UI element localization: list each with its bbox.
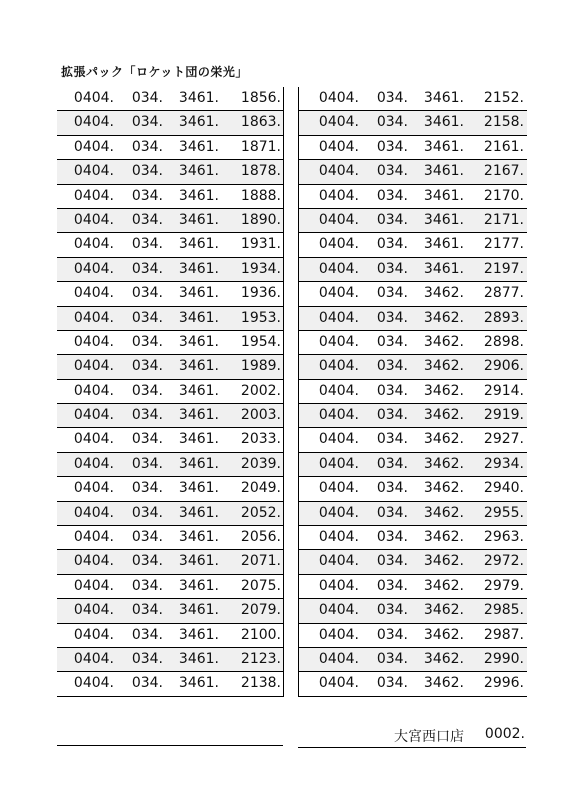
page-title: 拡張パック「ロケット団の栄光」 [61,65,248,79]
table-row [57,550,283,574]
number-cell: 0404. [73,431,114,448]
number-cell: 0404. [318,650,359,667]
table-row [299,428,527,452]
number-cell: 034. [131,626,163,643]
table-row [299,526,527,550]
number-cell: 3461. [178,236,219,253]
number-cell: 034. [131,358,163,375]
number-cell: 3461. [178,504,219,521]
number-cell: 0404. [73,285,114,302]
number-cell: 3462. [423,602,464,619]
number-cell: 2039. [240,455,281,472]
number-cell: 3462. [423,431,464,448]
number-cell: 3461. [423,114,464,131]
number-cell: 1890. [240,211,281,228]
number-cell: 0404. [318,577,359,594]
table-row [57,160,283,184]
number-cell: 3461. [178,650,219,667]
number-cell: 3462. [423,650,464,667]
number-cell: 2893. [483,309,524,326]
number-cell: 2934. [483,455,524,472]
number-cell: 2985. [483,602,524,619]
number-cell: 2079. [240,602,281,619]
table-row [57,575,283,599]
table-row [299,624,527,648]
number-cell: 0404. [318,138,359,155]
table-row [299,672,527,696]
number-cell: 034. [131,260,163,277]
number-cell: 034. [131,333,163,350]
number-cell: 3462. [423,333,464,350]
number-cell: 2927. [483,431,524,448]
number-cell: 034. [131,431,163,448]
number-cell: 3461. [178,626,219,643]
number-cell: 034. [131,114,163,131]
number-cell: 0404. [73,187,114,204]
number-cell: 034. [376,504,408,521]
number-cell: 034. [376,382,408,399]
number-cell: 034. [131,602,163,619]
table-row [299,160,527,184]
number-cell: 3461. [178,138,219,155]
table-row [57,428,283,452]
table-row [299,477,527,501]
number-cell: 3461. [178,163,219,180]
table-row [299,575,527,599]
number-cell: 0404. [318,504,359,521]
number-cell: 3461. [178,90,219,106]
table-row [299,331,527,355]
number-cell: 3461. [423,187,464,204]
number-cell: 1934. [240,260,281,277]
number-cell: 2052. [240,504,281,521]
number-cell: 034. [131,236,163,253]
number-cell: 0404. [73,114,114,131]
number-cell: 2990. [483,650,524,667]
number-cell: 034. [376,333,408,350]
number-cell: 3461. [178,382,219,399]
number-cell: 034. [131,577,163,594]
number-cell: 3461. [178,114,219,131]
number-cell: 0404. [73,553,114,570]
number-cell: 034. [131,455,163,472]
number-cell: 0404. [73,626,114,643]
number-cell: 0404. [73,675,114,692]
table-row [299,380,527,404]
table-row [57,233,283,257]
number-cell: 2972. [483,553,524,570]
number-cell: 2049. [240,480,281,497]
number-cell: 0404. [318,675,359,692]
table-row [57,355,283,379]
number-cell: 034. [131,504,163,521]
table-row [299,550,527,574]
number-cell: 034. [131,650,163,667]
number-cell: 2123. [240,650,281,667]
number-cell: 2167. [483,163,524,180]
table-row [299,404,527,428]
number-cell: 034. [131,675,163,692]
number-cell: 034. [376,407,408,424]
number-cell: 3461. [423,211,464,228]
number-cell: 3461. [178,480,219,497]
number-cell: 034. [131,529,163,546]
table-row [57,380,283,404]
number-cell: 034. [376,626,408,643]
number-cell: 0404. [318,455,359,472]
number-cell: 034. [376,480,408,497]
number-cell: 2158. [483,114,524,131]
number-cell: 0404. [73,90,114,106]
number-cell: 1953. [240,309,281,326]
number-cell: 3462. [423,285,464,302]
number-cell: 034. [376,650,408,667]
number-cell: 034. [376,285,408,302]
table-row [57,258,283,282]
number-cell: 3461. [178,553,219,570]
number-cell: 0404. [73,504,114,521]
number-cell: 034. [376,455,408,472]
number-cell: 0404. [318,114,359,131]
number-cell: 2987. [483,626,524,643]
number-cell: 034. [376,529,408,546]
number-cell: 2919. [483,407,524,424]
number-cell: 2914. [483,382,524,399]
number-cell: 2940. [483,480,524,497]
number-cell: 3461. [178,187,219,204]
store-code: 0002. [484,726,525,742]
number-cell: 034. [376,163,408,180]
number-cell: 034. [131,138,163,155]
number-cell: 034. [376,211,408,228]
number-cell: 3462. [423,675,464,692]
table-row [299,136,527,160]
number-cell: 034. [131,211,163,228]
number-cell: 3461. [178,211,219,228]
number-cell: 0404. [318,382,359,399]
number-cell: 2963. [483,529,524,546]
number-cell: 034. [376,90,408,106]
table-row [57,209,283,233]
number-cell: 1863. [240,114,281,131]
table-row [299,355,527,379]
number-cell: 2152. [483,90,524,106]
table-row [299,453,527,477]
table-row [57,282,283,306]
number-cell: 0404. [318,333,359,350]
table-row [57,307,283,331]
store-footer [298,723,526,748]
number-cell: 034. [376,309,408,326]
number-cell: 1856. [240,90,281,106]
number-cell: 3461. [178,602,219,619]
number-cell: 0404. [73,529,114,546]
number-cell: 034. [376,114,408,131]
number-cell: 3461. [423,90,464,106]
number-cell: 0404. [73,455,114,472]
number-cell: 0404. [318,529,359,546]
number-cell: 034. [131,553,163,570]
number-cell: 2906. [483,358,524,375]
table-row [57,648,283,672]
number-cell: 0404. [318,260,359,277]
number-cell: 1989. [240,358,281,375]
number-cell: 3462. [423,455,464,472]
number-cell: 034. [376,358,408,375]
number-cell: 3462. [423,577,464,594]
table-row [57,672,283,696]
number-cell: 034. [131,407,163,424]
number-cell: 3461. [423,138,464,155]
number-cell: 0404. [318,407,359,424]
number-cell: 3461. [178,577,219,594]
number-cell: 2075. [240,577,281,594]
number-cell: 3461. [178,431,219,448]
number-cell: 0404. [73,407,114,424]
number-cell: 1936. [240,285,281,302]
number-cell: 3462. [423,504,464,521]
number-cell: 0404. [318,163,359,180]
number-cell: 0404. [318,90,359,106]
number-cell: 034. [376,675,408,692]
number-cell: 3462. [423,358,464,375]
number-cell: 3461. [178,358,219,375]
number-cell: 3461. [178,455,219,472]
number-cell: 3461. [423,236,464,253]
number-cell: 0404. [73,602,114,619]
number-cell: 2161. [483,138,524,155]
table-row [57,87,283,111]
number-cell: 1888. [240,187,281,204]
number-cell: 3462. [423,309,464,326]
number-cell: 2002. [240,382,281,399]
number-cell: 2100. [240,626,281,643]
number-cell: 0404. [73,358,114,375]
number-cell: 0404. [73,138,114,155]
number-cell: 0404. [318,553,359,570]
number-cell: 2003. [240,407,281,424]
number-cell: 2138. [240,675,281,692]
number-cell: 0404. [73,309,114,326]
number-cell: 2955. [483,504,524,521]
table-row [57,453,283,477]
number-cell: 034. [131,90,163,106]
number-cell: 3462. [423,382,464,399]
number-cell: 2171. [483,211,524,228]
number-cell: 3461. [423,260,464,277]
number-cell: 034. [131,187,163,204]
number-cell: 0404. [318,187,359,204]
number-cell: 0404. [318,602,359,619]
table-row [299,258,527,282]
number-cell: 034. [131,309,163,326]
table-row [299,648,527,672]
table-row [57,599,283,623]
table-row [57,404,283,428]
number-cell: 2898. [483,333,524,350]
number-cell: 1954. [240,333,281,350]
table-row [299,87,527,111]
number-cell: 2056. [240,529,281,546]
number-cell: 3461. [178,285,219,302]
number-cell: 3462. [423,626,464,643]
number-cell: 2177. [483,236,524,253]
table-row [299,233,527,257]
number-cell: 0404. [318,236,359,253]
number-cell: 2033. [240,431,281,448]
table-row [57,624,283,648]
number-cell: 3461. [423,163,464,180]
number-cell: 0404. [73,382,114,399]
table-row [299,282,527,306]
table-row [299,111,527,135]
table-row [299,599,527,623]
number-cell: 2979. [483,577,524,594]
number-cell: 2996. [483,675,524,692]
number-cell: 034. [376,431,408,448]
number-cell: 2170. [483,187,524,204]
table-row [57,136,283,160]
number-cell: 0404. [318,285,359,302]
number-cell: 1878. [240,163,281,180]
number-cell: 1931. [240,236,281,253]
number-cell: 0404. [318,211,359,228]
number-cell: 0404. [318,431,359,448]
number-cell: 0404. [73,260,114,277]
number-cell: 034. [131,382,163,399]
number-cell: 3462. [423,553,464,570]
left-footer-rule [57,745,283,746]
table-row [57,502,283,526]
number-cell: 034. [131,285,163,302]
table-row [57,185,283,209]
number-cell: 3461. [178,675,219,692]
number-cell: 2877. [483,285,524,302]
number-cell: 0404. [73,163,114,180]
store-name: 大宮西口店 [394,729,464,745]
number-cell: 0404. [318,309,359,326]
number-cell: 3461. [178,333,219,350]
number-cell: 3462. [423,529,464,546]
number-cell: 034. [376,602,408,619]
number-cell: 2071. [240,553,281,570]
number-cell: 0404. [318,626,359,643]
number-cell: 0404. [318,480,359,497]
number-cell: 0404. [73,333,114,350]
number-cell: 0404. [73,211,114,228]
table-row [57,111,283,135]
number-cell: 0404. [73,480,114,497]
number-cell: 3462. [423,407,464,424]
number-cell: 034. [376,260,408,277]
table-row [57,331,283,355]
number-cell: 0404. [73,650,114,667]
number-cell: 2197. [483,260,524,277]
number-cell: 0404. [73,577,114,594]
left-number-column [57,87,284,697]
number-cell: 034. [131,480,163,497]
number-cell: 3461. [178,260,219,277]
number-cell: 3462. [423,480,464,497]
number-cell: 034. [376,553,408,570]
table-row [57,477,283,501]
number-cell: 0404. [73,236,114,253]
table-row [299,502,527,526]
number-cell: 0404. [318,358,359,375]
number-cell: 3461. [178,407,219,424]
number-cell: 1871. [240,138,281,155]
number-cell: 034. [376,236,408,253]
number-cell: 034. [131,163,163,180]
table-row [57,526,283,550]
right-number-column [298,87,527,697]
table-row [299,307,527,331]
number-cell: 034. [376,138,408,155]
table-row [299,185,527,209]
number-cell: 034. [376,577,408,594]
number-cell: 3461. [178,529,219,546]
number-cell: 3461. [178,309,219,326]
number-cell: 034. [376,187,408,204]
table-row [299,209,527,233]
